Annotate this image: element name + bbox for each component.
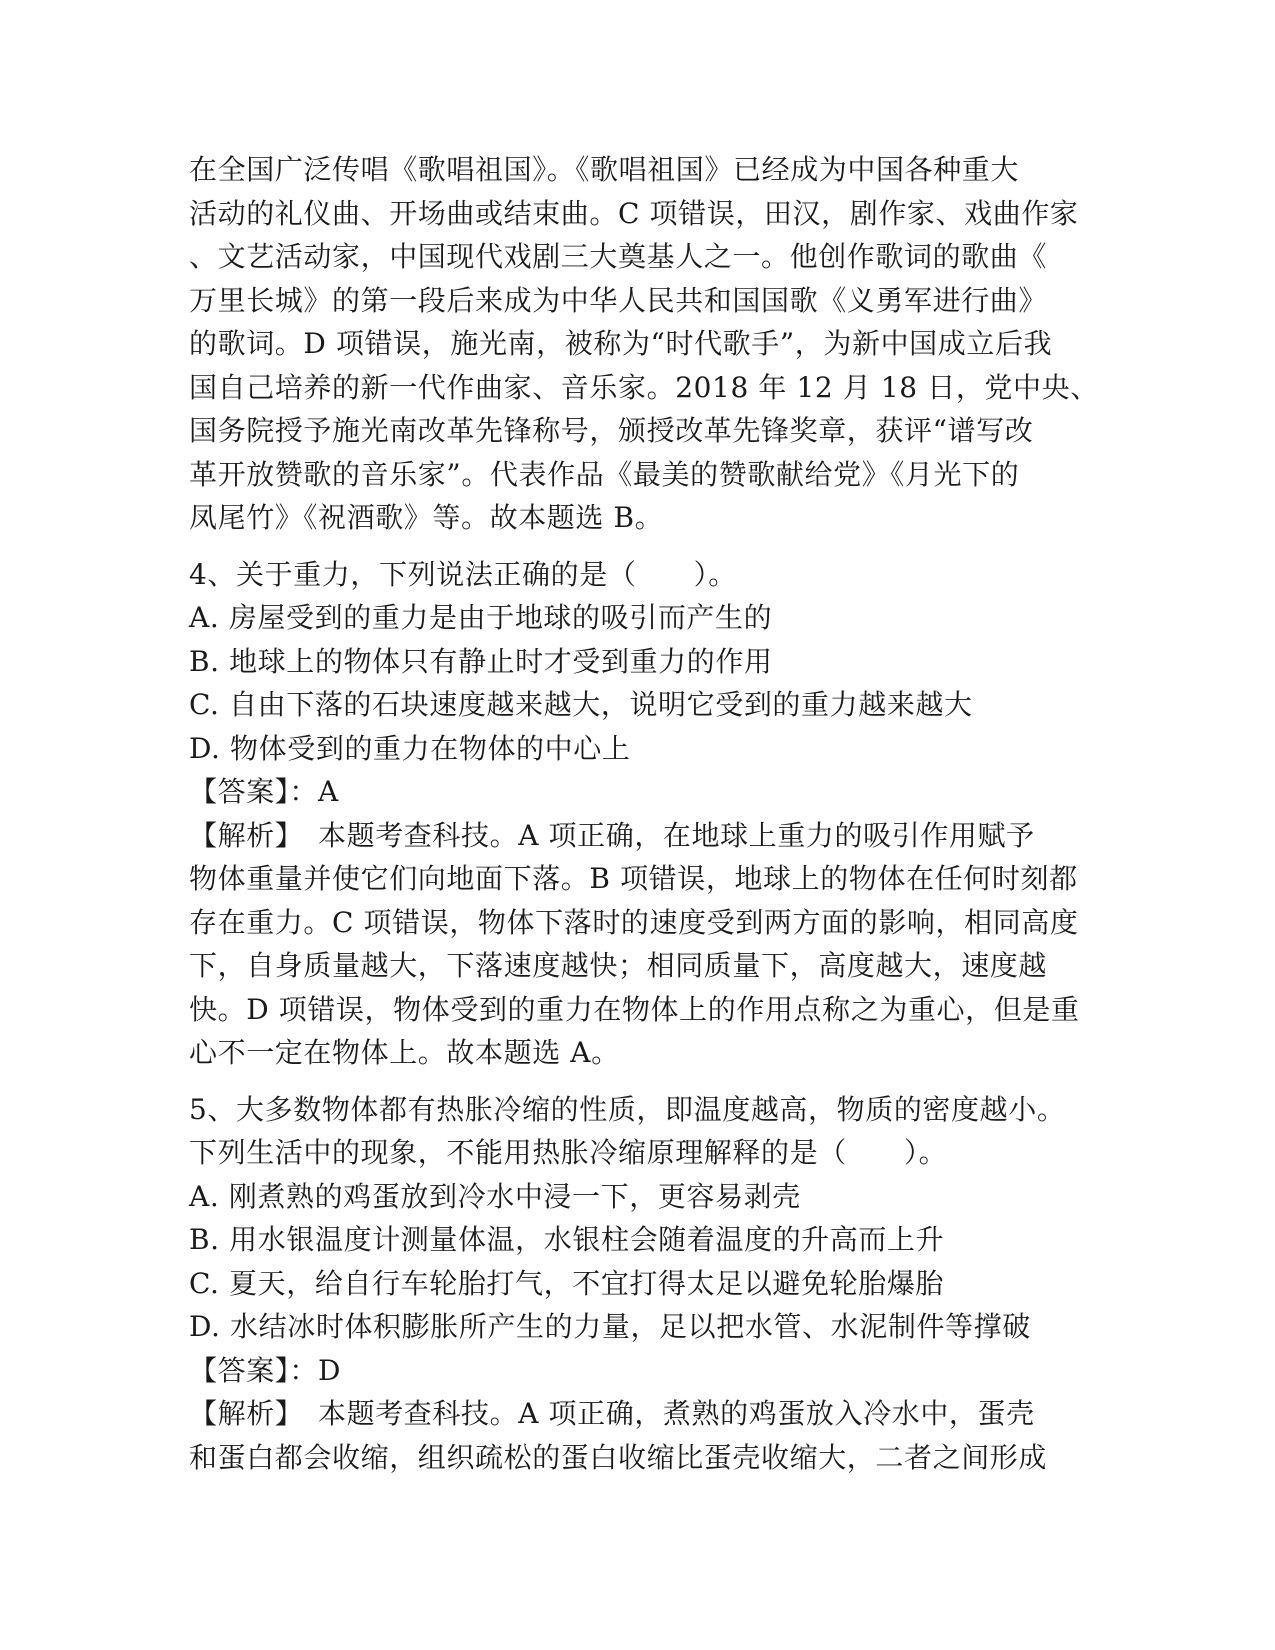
- analysis-line: 心不一定在物体上。故本题选 A。: [189, 1036, 620, 1069]
- analysis-line: 和蛋白都会收缩，组织疏松的蛋白收缩比蛋壳收缩大，二者之间形成: [189, 1440, 1048, 1474]
- section-gap: [189, 1075, 1079, 1088]
- question-4: [189, 553, 1079, 1075]
- question-stem: 4、关于重力，下列说法正确的是（ ）。: [189, 557, 737, 591]
- analysis-line: 物体重量并使它们向地面下落。B 项错误，地球上的物体在任何时刻都: [189, 862, 1078, 895]
- text-line: 在全国广泛传唱《歌唱祖国》。《歌唱祖国》已经成为中国各种重大: [189, 153, 1020, 186]
- option-c: C. 自由下落的石块速度越来越大，说明它受到的重力越来越大: [189, 688, 973, 721]
- analysis-line: 存在重力。C 项错误，物体下落时的速度受到两方面的影响，相同高度: [189, 905, 1079, 939]
- text-line: 万里长城》的第一段后来成为中华人民共和国国歌《义勇军进行曲》: [189, 283, 1048, 317]
- option-c: C. 夏天，给自行车轮胎打气，不宜打得太足以避免轮胎爆胎: [189, 1266, 945, 1300]
- analysis-line: 快。D 项错误，物体受到的重力在物体上的作用点称之为重心，但是重: [189, 992, 1080, 1026]
- previous-explanation-continued: [189, 148, 1099, 540]
- document-page: [189, 148, 1099, 1479]
- option-b: B. 地球上的物体只有静止时才受到重力的作用: [189, 644, 773, 678]
- text-line: 国务院授予施光南改革先锋称号，颁授改革先锋奖章，获评“谱写改: [189, 414, 1034, 447]
- question-stem: 下列生活中的现象，不能用热胀冷缩原理解释的是（ ）。: [189, 1136, 948, 1169]
- question-stem: 5、大多数物体都有热胀冷缩的性质，即温度越高，物质的密度越小。: [189, 1092, 1066, 1126]
- option-d: D. 物体受到的重力在物体的中心上: [189, 731, 631, 765]
- section-gap: [189, 540, 1079, 553]
- text-line: 凤尾竹》《祝酒歌》等。故本题选 B。: [189, 501, 664, 534]
- text-line: 国自己培养的新一代作曲家、音乐家。2018 年 12 月 18 日，党中央、: [189, 370, 1099, 404]
- text-line: 活动的礼仪曲、开场曲或结束曲。C 项错误，田汉，剧作家、戏曲作家: [189, 196, 1079, 230]
- option-a: A. 房屋受到的重力是由于地球的吸引而产生的: [189, 601, 773, 634]
- text-line: 、文艺活动家，中国现代戏剧三大奠基人之一。他创作歌词的歌曲《: [189, 240, 1048, 273]
- answer: 【答案】：D: [189, 1353, 342, 1387]
- question-5: [189, 1088, 1079, 1480]
- text-line: 革开放赞歌的音乐家”。代表作品《最美的赞歌献给党》《月光下的: [189, 457, 1020, 491]
- analysis-line: 下，自身质量越大，下落速度越快；相同质量下，高度越大，速度越: [189, 949, 1048, 982]
- option-b: B. 用水银温度计测量体温，水银柱会随着温度的升高而上升: [189, 1223, 945, 1256]
- analysis-line: 【解析】 本题考查科技。A 项正确，在地球上重力的吸引作用赋予: [189, 818, 1035, 852]
- text-line: 的歌词。D 项错误，施光南，被称为“时代歌手”，为新中国成立后我: [189, 327, 1053, 360]
- analysis-line: 【解析】 本题考查科技。A 项正确，煮熟的鸡蛋放入冷水中，蛋壳: [189, 1397, 1035, 1430]
- answer: 【答案】：A: [189, 775, 339, 808]
- option-d: D. 水结冰时体积膨胀所产生的力量，足以把水管、水泥制件等撑破: [189, 1310, 1031, 1343]
- option-a: A. 刚煮熟的鸡蛋放到冷水中浸一下，更容易剥壳: [189, 1179, 801, 1213]
